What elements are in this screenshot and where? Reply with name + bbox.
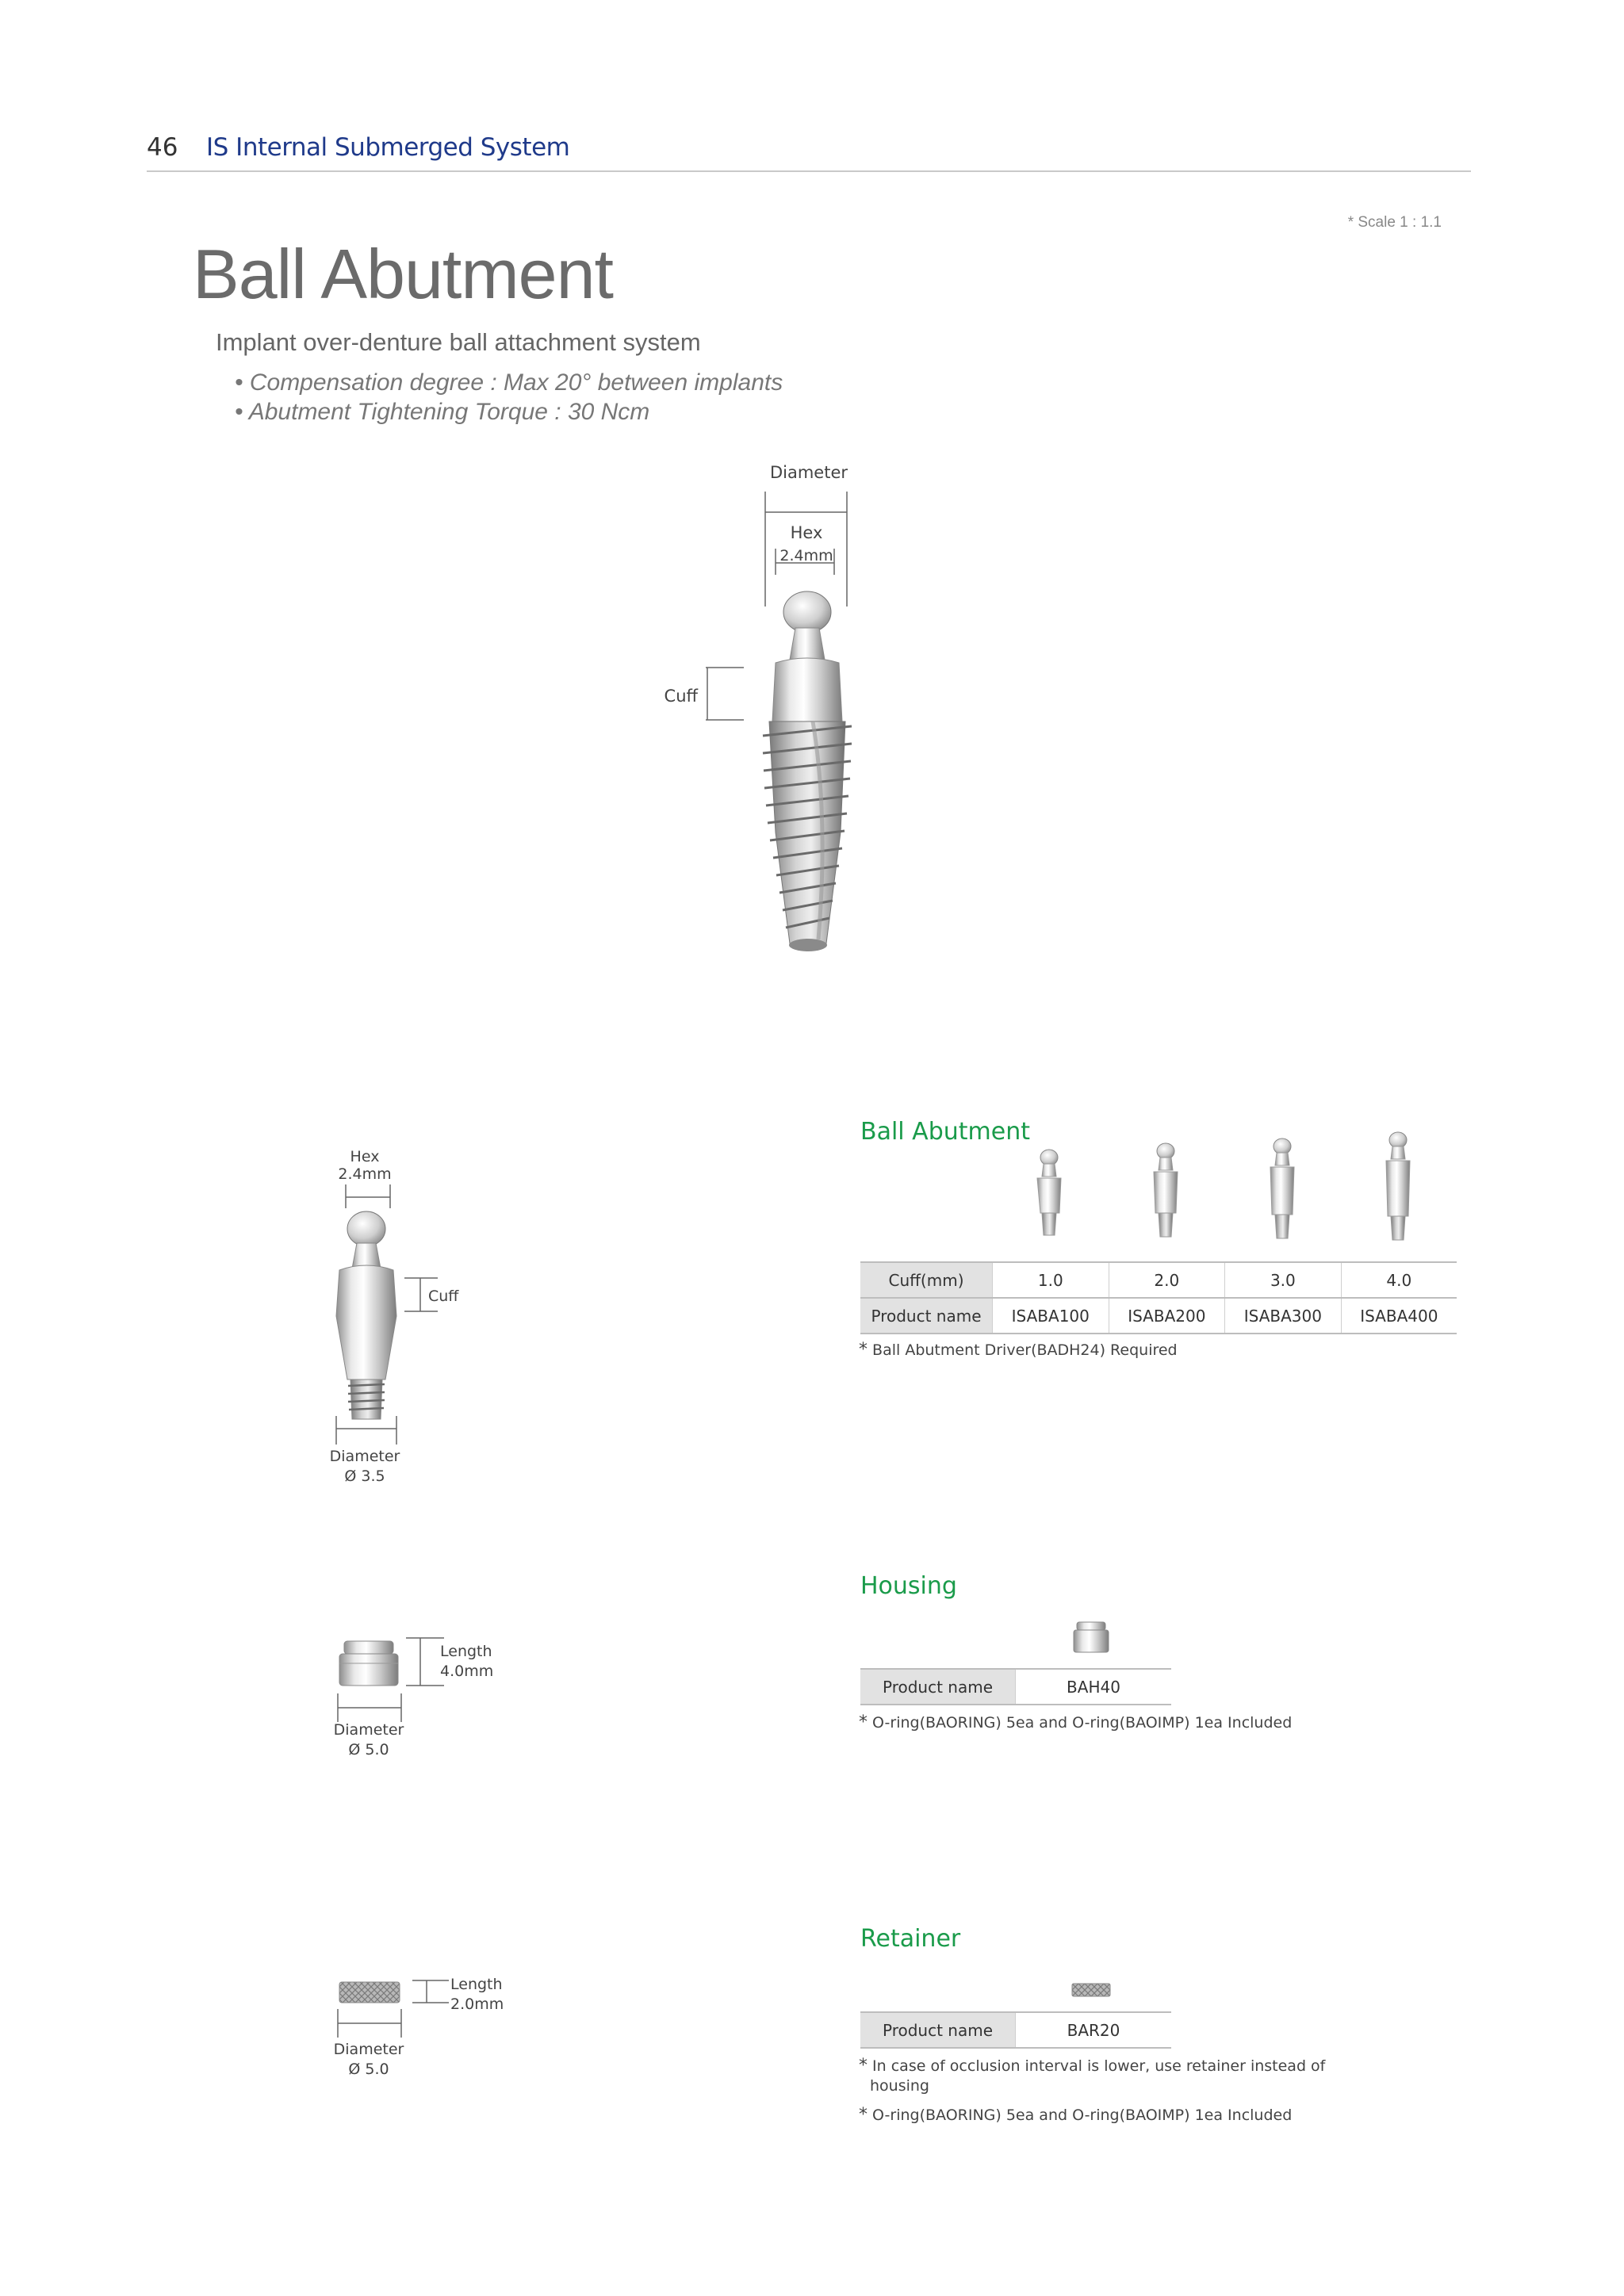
cuff-cell: 1.0: [993, 1262, 1109, 1298]
housing-section-title: Housing: [860, 1572, 957, 1600]
abutment-hex-label: Hex: [350, 1148, 380, 1165]
product-cell: ISABA200: [1109, 1298, 1225, 1334]
abutment-illustration: [325, 1181, 444, 1451]
product-cell: ISABA100: [993, 1298, 1109, 1334]
housing-diameter-label: Diameter: [333, 1721, 404, 1739]
main-cuff-collar: [772, 658, 842, 721]
retainer-length-label: Length: [450, 1976, 503, 1993]
product-name-header: Product name: [860, 1669, 1016, 1705]
bullet-torque: • Abutment Tightening Torque : 30 Ncm: [235, 399, 650, 425]
housing-length-label: Length: [440, 1643, 492, 1660]
retainer-length-value: 2.0mm: [450, 1996, 504, 2013]
product-name-header: Product name: [860, 1298, 993, 1334]
ball-abutment-note: * Ball Abutment Driver(BADH24) Required: [859, 1340, 1178, 1360]
main-diameter-label: Diameter: [769, 463, 848, 482]
variant-isaba400: [1386, 1132, 1410, 1240]
section-title: IS Internal Submerged System: [206, 133, 570, 162]
bullet-compensation: • Compensation degree : Max 20° between implants: [235, 369, 783, 396]
page-number: 46: [147, 133, 178, 162]
main-hex-label: Hex: [790, 523, 823, 542]
table-row: [860, 1669, 1171, 1705]
variant-isaba200: [1154, 1143, 1178, 1237]
page-title: Ball Abutment: [193, 235, 613, 313]
abutment-diameter-label: Diameter: [329, 1448, 400, 1465]
variant-isaba300: [1270, 1138, 1294, 1238]
retainer-note-2: * O-ring(BAORING) 5ea and O-ring(BAOIMP) 1ea Included: [859, 2105, 1293, 2125]
product-cell: BAH40: [1016, 1669, 1172, 1705]
variant-isaba100: [1037, 1150, 1061, 1235]
main-neck: [790, 628, 825, 660]
cuff-header: Cuff(mm): [860, 1262, 993, 1298]
housing-note: * O-ring(BAORING) 5ea and O-ring(BAOIMP) 1ea Included: [859, 1712, 1293, 1732]
housing-table: [860, 1668, 1171, 1705]
table-row: [860, 1298, 1457, 1334]
main-implant-illustration: [650, 484, 888, 959]
abutment-diameter-value: Ø 3.5: [344, 1468, 385, 1485]
retainer-note-1-continued: housing: [870, 2077, 929, 2095]
scale-note: * Scale 1 : 1.1: [1347, 214, 1442, 231]
abutment-hex-value: 2.4mm: [338, 1165, 392, 1183]
main-ball-head: [783, 591, 831, 633]
housing-thumbnail: [1071, 1621, 1118, 1657]
table-row: [860, 2012, 1171, 2048]
abutment-cuff-label: Cuff: [428, 1288, 459, 1305]
retainer-table: [860, 2011, 1171, 2049]
retainer-thumbnail: [1069, 1980, 1116, 2001]
product-cell: ISABA400: [1341, 1298, 1457, 1334]
cuff-cell: 2.0: [1109, 1262, 1225, 1298]
page-subtitle: Implant over-denture ball attachment system: [216, 328, 701, 356]
main-hex-value: 2.4mm: [779, 547, 833, 564]
retainer-note-1: * In case of occlusion interval is lower, use retainer instead of: [859, 2056, 1326, 2076]
ball-abutment-section-title: Ball Abutment: [860, 1118, 1030, 1146]
cuff-cell: 3.0: [1225, 1262, 1342, 1298]
cuff-cell: 4.0: [1341, 1262, 1457, 1298]
housing-diameter-value: Ø 5.0: [348, 1741, 389, 1758]
product-cell: BAR20: [1016, 2012, 1172, 2048]
retainer-section-title: Retainer: [860, 1925, 961, 1953]
ball-abutment-variants-illustration: [991, 1118, 1467, 1253]
main-apex: [789, 939, 827, 951]
ball-abutment-table: [860, 1261, 1457, 1334]
table-row: [860, 1262, 1457, 1298]
retainer-illustration: [333, 1974, 452, 2053]
housing-length-value: 4.0mm: [440, 1663, 494, 1680]
retainer-diameter-value: Ø 5.0: [348, 2061, 389, 2078]
product-cell: ISABA300: [1225, 1298, 1342, 1334]
housing-illustration: [333, 1632, 452, 1735]
retainer-diameter-label: Diameter: [333, 2041, 404, 2058]
product-name-header: Product name: [860, 2012, 1016, 2048]
header-divider: [147, 170, 1471, 172]
main-cuff-label: Cuff: [664, 687, 698, 706]
